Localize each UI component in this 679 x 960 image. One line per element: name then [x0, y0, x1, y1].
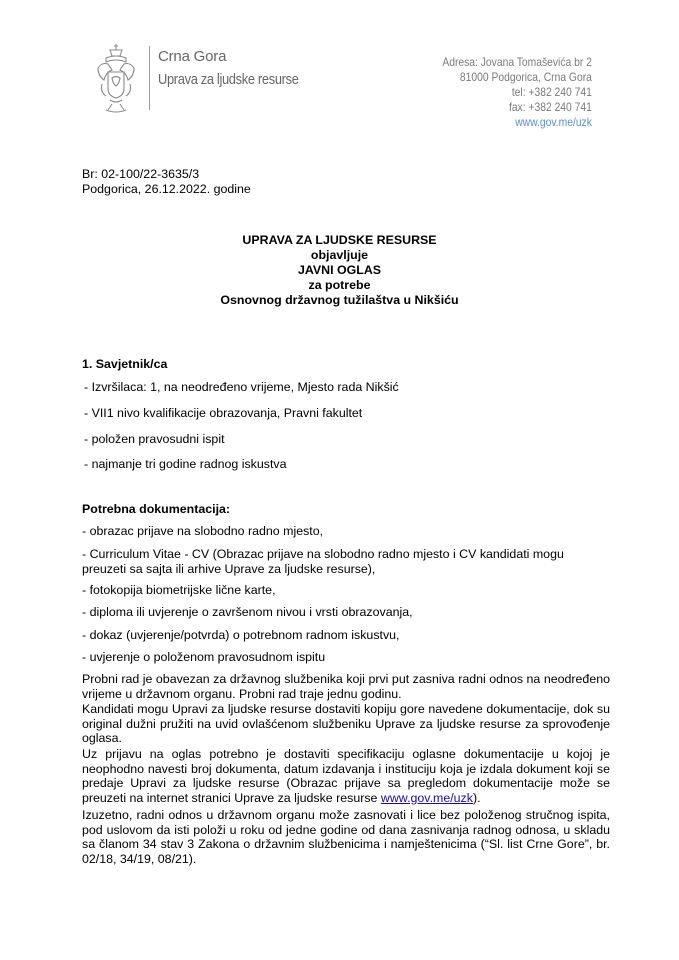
contact-address: Adresa: Jovana Tomaševića br 2 — [442, 55, 592, 69]
header-divider — [149, 46, 150, 110]
contact-website-link[interactable]: www.gov.me/uzk — [515, 115, 592, 129]
uzk-website-link[interactable]: www.gov.me/uzk — [380, 790, 473, 805]
title-line-5: Osnovnog državnog tužilaštva u Nikšiću — [220, 293, 459, 307]
documentation-item: - uvjerenje o položenom pravosudnom ispitu — [82, 650, 326, 664]
requirement-item: - položen pravosudni ispit — [84, 432, 225, 446]
contact-block — [418, 55, 592, 130]
reference-block — [82, 167, 251, 197]
title-line-4: za potrebe — [308, 278, 371, 292]
requirement-item: - VII1 nivo kvalifikacije obrazovanja, Pravni fakultet — [84, 406, 363, 420]
documentation-item: - dokaz (uvjerenje/potvrda) o potrebnom radnom iskustvu, — [82, 628, 400, 642]
title-line-3: JAVNI OGLAS — [297, 263, 382, 277]
documentation-heading: Potrebna dokumentacija: — [82, 502, 231, 516]
documentation-item: - diploma ili uvjerenje o završenom nivou i vrsti obrazovanja, — [82, 605, 413, 619]
paragraph-copies: Kandidati mogu Upravi za ljudske resurse dostaviti kopiju gore navedene dokumentacije, dok su original dužni pružiti na uvid ovlašćenom službeniku Uprave za ljudske resurse za sprovođenje oglasa. — [82, 702, 610, 745]
requirement-item: - Izvršilaca: 1, na neodređeno vrijeme, Mjesto rada Nikšić — [84, 380, 399, 394]
contact-fax: fax: +382 240 741 — [509, 100, 592, 114]
paragraph-specification — [82, 747, 610, 805]
title-line-1: UPRAVA ZA LJUDSKE RESURSE — [242, 233, 437, 247]
documentation-item: - Curriculum Vitae - CV (Obrazac prijave na slobodno radno mjesto i CV kandidati mogu preuzeti sa sajta ili arhive Uprave za ljudske resurse), — [82, 547, 564, 576]
specification-end: ). — [472, 790, 481, 805]
position-heading: 1. Savjetnik/ca — [82, 357, 168, 371]
reference-number: Br: 02-100/22-3635/3 — [82, 167, 200, 181]
reference-place-date: Podgorica, 26.12.2022. godine — [82, 182, 251, 196]
coat-of-arms-logo — [92, 44, 140, 124]
contact-tel: tel: +382 240 741 — [511, 85, 592, 99]
paragraph-exception: Izuzetno, radni odnos u državnom organu može zasnovati i lice bez položenog stručnog ispita, pod uslovom da isti položi u roku od jedne godine od dana zasnivanja radnog odnosa, u skladu sa članom 34 stav 3 Zakona o državnim službenicima i namještenicima (“Sl. list Crne Gore”, br. 02/18, 34/19, 08/21). — [82, 808, 610, 866]
specification-text: Uz prijavu na oglas potrebno je dostaviti specifikaciju oglasne dokumentacije u kojoj je neophodno navesti broj dokumenta, datum izdavanja i instituciju koja je izdala dokument koji se predaje Upravi za ljudske resurse (Obrazac prijave sa pregledom dokumentacije može se preuzeti na internet stranici Uprave za ljudske resurse — [82, 747, 610, 805]
announcement-title — [0, 233, 679, 308]
org-name: Uprava za ljudske resurse — [158, 71, 299, 88]
title-line-2: objavljuje — [310, 248, 369, 262]
documentation-item: - obrazac prijave na slobodno radno mjesto, — [82, 524, 324, 538]
paragraph-probation: Probni rad je obavezan za državnog službenika koji prvi put zasniva radni odnos na neodređeno vrijeme u državnom organu. Probni rad traje jednu godinu. — [82, 672, 610, 701]
documentation-item: - fotokopija biometrijske lične karte, — [82, 583, 276, 597]
contact-city: 81000 Podgorica, Crna Gora — [460, 70, 592, 84]
requirement-item: - najmanje tri godine radnog iskustva — [84, 457, 287, 471]
org-country: Crna Gora — [158, 48, 227, 65]
